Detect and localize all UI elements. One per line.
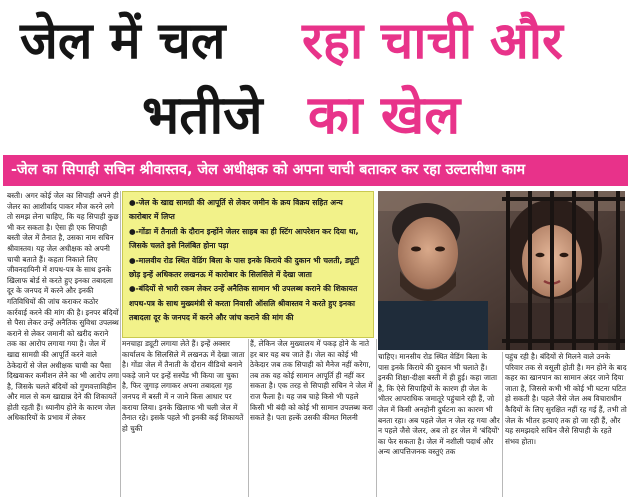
article-column-2: मनचाहा ड्यूटी लगाया लेते हैं। इन्हें अक्सर कार्यालय के सिलसिले में लखनऊ में देखा जाता है। गोंडा जेल में तैनाती के दौरान वीडियो बनाने पकड़े जाने पर इन्हें सस्पेंड भी किया जा चुका है, फिर जुगाड़ लगाकर अपना तबादला गृह जनपद में बस्ती में न जाने किस आधार पर कराया लिया। इनके खिलाफ भी चली जेल में तैनात रहे। इसके पहले भी इनकी कई शिकायतें हो चुकी xyxy=(122,339,245,433)
headline-line2-pink: का खेल xyxy=(308,85,461,146)
article-photo xyxy=(378,191,625,350)
column-divider xyxy=(376,339,377,497)
column-divider xyxy=(248,339,249,497)
highlight-item: ●-मालवीय रोड स्थित वेडिंग बिला के पास इनके किराये की दुकान भी चलती, ड्यूटी छोड़ इन्हें अधिकतर लखनऊ में कारोबार के सिलसिले में देखा जाता xyxy=(129,255,360,280)
article-column-3: हैं, लेकिन जेल मुख्यालय में पकड़ होने के नाते हर बार यह बच जाते हैं। जेल का कोई भी ठेकेदार जब तक सिपाही को मैनेज नहीं करेगा, तब तक वह कोई सामान आपूर्ति ही नहीं कर सकता है। एक तरह से सिपाही सचिन ने जेल में राज फैला है। यह जब चाहे किसे भी पहले किसी भी बंदी को कोई भी सामान उपलब्ध करा सकते है। पता हल्कें उसकी कीमत मिलनी xyxy=(250,339,373,423)
subheadline-banner: -जेल का सिपाही सचिन श्रीवास्तव, जेल अधीक्षक को अपना चाची बताकर कर रहा उल्टासीधा काम xyxy=(3,155,628,186)
highlight-item: ●-जेल के खाद्य सामग्री की आपूर्ति से लेकर जमीन के क्रय विक्रय सहित अन्य कारोबार में लिप्त xyxy=(129,198,343,222)
highlight-item: ●-बंदियों से भारी रकम लेकर उन्हें अनैतिक सामान भी उपलब्ध कराने की शिकायत शपथ-पत्र के साथ मुख्यमंत्री से करता निवासी ऑसलि श्रीवास्तव ने करते हुए इनका तबादला दूर के जनपद में करने और जांच कराने की मांग की xyxy=(129,284,358,323)
highlights-box xyxy=(122,191,374,338)
article-column-4: चाहिए। मानसीय रोड स्थित वेडिंग बिला के पास इनके किराये की दुकान भी चलाते हैं। इनकी शिक्षा-दीक्षा बस्ती में ही हुई। कहा जाता है, कि ऐसे सिपाहियों के कारण ही जेल के भीतर आपराधिक जमातूरे पहुंचाने रही हैं, जो जेल में किसी अनहोनी दुर्घटना का कारण भी बनता रहा। अब पहले जेल न जेल रह गया और न पहले जैसे जेलर, अब तो हर जेल में 'बंदियों' का फेर सकता है। जेल में नशीली पदार्थ और अन्य आपत्तिजनक वस्तुएं तक xyxy=(378,352,500,457)
highlight-item: ●-गोंडा में तैनाती के दौरान इन्होंने जेलर साहब का ही स्टिंग आपरेशन कर दिया था, जिसके चलते इसे निलंबित होना पड़ा xyxy=(129,226,359,251)
headline-line2-black: भतीजे xyxy=(142,85,263,146)
article-column-1: बस्ती। अगर कोई जेल का सिपाही अपने ही जेलर का आशीर्वाद पाकर मौज करने लगे तो समझ लेना चाहिए, कि यह सिपाही कुछ भी कर सकता है। ऐसा ही एक सिपाही बस्ती जेल में तैनात है, उसका नाम सचिन श्रीवास्तव। यह जेल अधीक्षक को अपनी चाची बताते हैं। कहता निकाले लिए जीवनदायिनी में शपथ-पत्र के साथ इनके खिलाफ बोर्ड से करते हुए इनका तबादला दूर के जनपद में करने और इनकी गतिविधियों की जांच कराकर कठोर कार्रवाई करने की मांग की है। इनपर बंदियों से पैसा लेकर उन्हें अनैतिक सुविधा उपलब्ध कराने से लेकर जमानी को खरीद कराने तक का आरोप लगाया गया है। जेल में खाद्य सामग्री की आपूर्ति करने वाले ठेकेदारों से जेल अधीक्षक चाची का पैसा दिखवाकर कमीशन लेने का भी आरोप लगा है, जिसके चलते बंदियों को गुणवत्ताविहीन और माल से कम खाद्यान्न देने की शिकायतें होती रहती हैं। ध्यानीय होने के कारण जेल अधिकारियों के प्रभाव में लेकर xyxy=(7,191,119,423)
headline-line1-pink: रहा चाची और xyxy=(302,12,563,71)
column-divider xyxy=(120,191,121,497)
column-divider xyxy=(502,352,503,497)
article-column-5: पहुंच रही है। बंदियों से मिलने वाले उनके परिवार तक से वसूली होती है। मन होने के बाद कहर का खानपान का सामान अंदर जाने दिया जाता है, जिससे कभी भी कोई भी घटना घटित हो सकती है। पहले जैसे जेल अब विचाराधीन कैदियों के लिए सुरक्षित नहीं रह गई हैं, तभी तो जेल के भीतर हत्याएं तक हो जा रही हैं, और यह समझदारे सचिन जैसे सिपाही के रहते संभव होता। xyxy=(505,352,627,446)
headline-line1-black: जेल में चल xyxy=(20,12,226,71)
